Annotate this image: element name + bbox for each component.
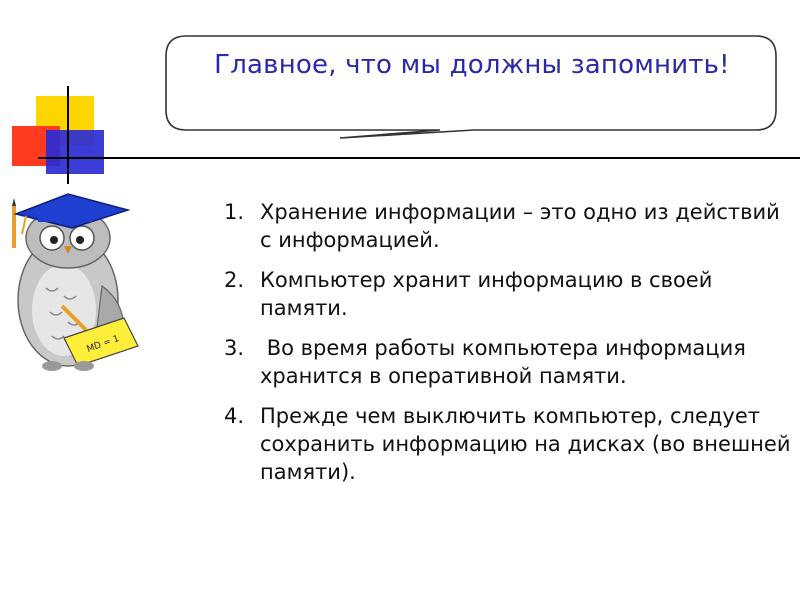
list-item [224, 198, 794, 254]
list-item-number: 4. [224, 404, 245, 428]
list-item-number: 2. [224, 268, 245, 292]
list-item-text: Во время работы компьютера информация хранится в оперативной памяти. [260, 336, 753, 388]
owl-paper-text: MD = 1 [85, 333, 121, 355]
list-item-text: Компьютер хранит информацию в своей памяти. [260, 268, 713, 320]
list-item-text: Хранение информации – это одно из действий с информацией. [260, 200, 780, 252]
speech-bubble [0, 0, 800, 200]
list-item [224, 266, 794, 322]
key-points-list [224, 198, 794, 498]
list-item-text: Прежде чем выключить компьютер, следует сохранить информацию на дисках (во внешней памяти). [260, 404, 791, 484]
list-item [224, 334, 794, 390]
owl-illustration [6, 188, 156, 378]
slide-title: Главное, что мы должны запомнить! [214, 50, 730, 80]
list-item-number: 3. [224, 336, 245, 360]
list-item [224, 402, 794, 486]
list-item-number: 1. [224, 200, 245, 224]
